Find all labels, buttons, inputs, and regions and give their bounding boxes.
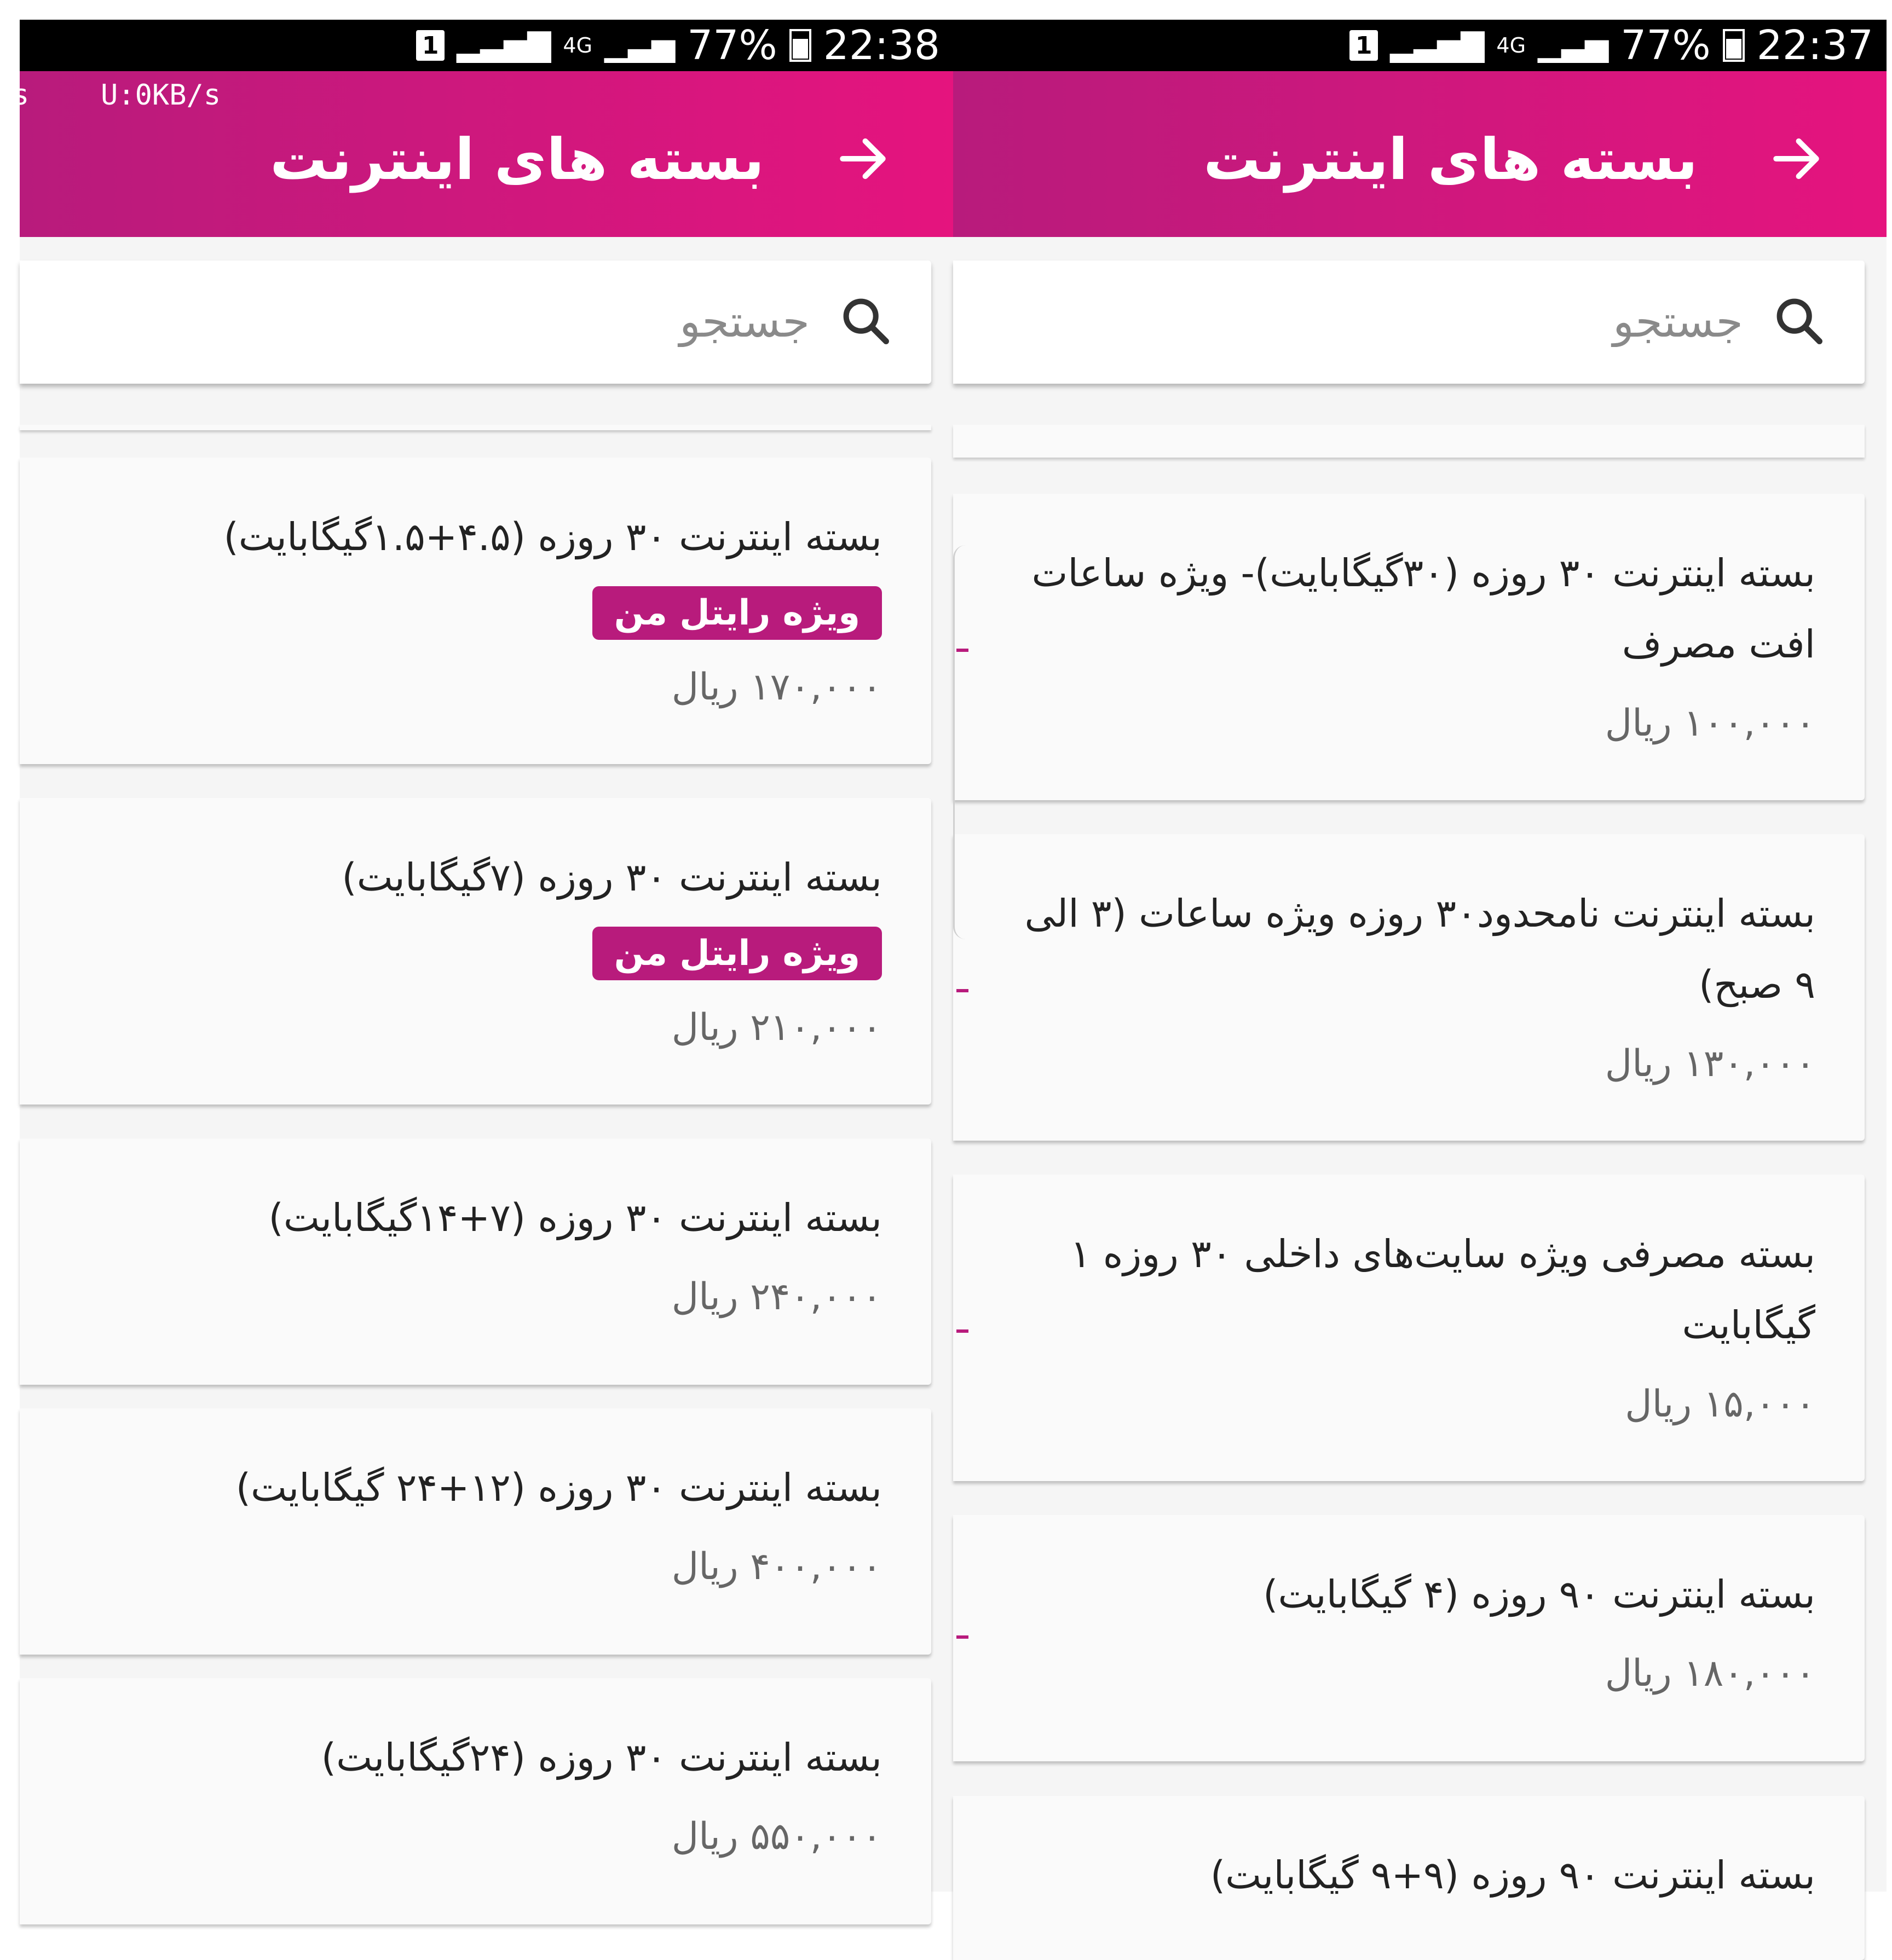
- badge: ویژه رایتل من: [592, 586, 882, 640]
- item-title: بسته اینترنت ۹۰ روزه (۴ گیگابایت): [1263, 1572, 1815, 1617]
- left-screenshot: [12, 20, 953, 1892]
- list-item[interactable]: [20, 1138, 931, 1385]
- signal-bars-icon: ▁▃▅: [604, 27, 676, 63]
- app-bar: [12, 71, 953, 237]
- item-title: بسته اینترنت ۳۰ روزه (۷گیگابایت): [342, 855, 882, 900]
- list-item[interactable]: [20, 1408, 931, 1655]
- item-price: ۱۸۰,۰۰۰ ریال: [1605, 1652, 1815, 1695]
- item-price: ۱۷۰,۰۰۰ ریال: [671, 666, 882, 709]
- battery-icon: [1723, 29, 1745, 62]
- page-title: بسته های اینترنت: [1203, 126, 1698, 193]
- item-title: بسته اینترنت ۳۰ روزه (۲۴گیگابایت): [321, 1735, 882, 1780]
- signal-icon: ▂▃▅▇: [1390, 27, 1485, 63]
- item-price: ۱۰۰,۰۰۰ ریال: [1605, 702, 1815, 745]
- list-item[interactable]: [953, 1175, 1865, 1481]
- list-item[interactable]: [953, 494, 1865, 800]
- item-title: بسته اینترنت ۳۰ روزه (۷+۱۴گیگابایت): [268, 1195, 882, 1240]
- status-bar: [20, 20, 953, 71]
- list-item[interactable]: [20, 458, 931, 764]
- network-type: 4G: [1496, 33, 1526, 57]
- search-box[interactable]: [20, 261, 931, 384]
- search-icon[interactable]: [838, 293, 893, 348]
- net-speed-fragment: s: [12, 79, 30, 112]
- accent-marker: [956, 989, 968, 992]
- clock: 22:38: [823, 22, 940, 69]
- item-price: ۵۵۰,۰۰۰ ریال: [671, 1815, 882, 1858]
- signal-bars-icon: ▁▃▅: [1538, 27, 1609, 63]
- list-item[interactable]: [953, 834, 1865, 1141]
- item-title: بسته اینترنت ۳۰ روزه (۳۰گیگابایت)- ویژه ساعات افت مصرف: [1031, 551, 1815, 667]
- status-bar: [953, 20, 1887, 71]
- battery-percent: 77%: [687, 22, 777, 69]
- list-item[interactable]: [20, 1678, 931, 1924]
- battery-percent: 77%: [1620, 22, 1711, 69]
- page-title: بسته های اینترنت: [270, 126, 764, 193]
- accent-marker: [956, 1635, 968, 1639]
- item-price: ۲۴۰,۰۰۰ ریال: [671, 1275, 882, 1319]
- list-item[interactable]: [953, 1796, 1865, 1960]
- item-title: بسته مصرفی ویژه سایت‌های داخلی ۳۰ روزه ۱ گیگابایت: [1070, 1231, 1815, 1348]
- sim-icon: 1: [416, 30, 445, 61]
- list-item-edge: [953, 425, 1865, 458]
- network-type: 4G: [563, 33, 593, 57]
- item-title: بسته اینترنت ۳۰ روزه (۴.۵+۱.۵گیگابایت): [223, 514, 882, 559]
- search-input[interactable]: [1085, 282, 1744, 360]
- item-price: ۱۳۰,۰۰۰ ریال: [1605, 1042, 1815, 1085]
- clock: 22:37: [1756, 22, 1873, 69]
- arrow-right-icon[interactable]: [1766, 129, 1826, 189]
- search-box[interactable]: [953, 261, 1865, 384]
- signal-icon: ▂▃▅▇: [457, 27, 551, 63]
- accent-marker: [956, 1329, 968, 1333]
- item-price: ۴۰۰,۰۰۰ ریال: [671, 1545, 882, 1588]
- list-item[interactable]: [953, 1515, 1865, 1761]
- search-icon[interactable]: [1772, 293, 1826, 348]
- battery-icon: [789, 29, 811, 62]
- scroll-indicator: [953, 545, 966, 939]
- list-item-edge: [20, 425, 931, 430]
- net-speed: U:0KB/s: [101, 79, 221, 112]
- badge: ویژه رایتل من: [592, 927, 882, 980]
- sim-icon: 1: [1349, 30, 1378, 61]
- item-title: بسته اینترنت ۹۰ روزه (۹+۹ گیگابایت): [1210, 1853, 1815, 1898]
- right-screenshot: [953, 20, 1887, 1898]
- item-price: ۲۱۰,۰۰۰ ریال: [671, 1006, 882, 1049]
- item-price: ۱۵,۰۰۰ ریال: [1625, 1383, 1815, 1426]
- arrow-right-icon[interactable]: [833, 129, 893, 189]
- list-item[interactable]: [20, 798, 931, 1105]
- search-input[interactable]: [152, 282, 811, 360]
- item-title: بسته اینترنت ۳۰ روزه (۱۲+۲۴ گیگابایت): [235, 1465, 882, 1510]
- item-title: بسته اینترنت نامحدود۳۰ روزه ویژه ساعات (۳ الی ۹ صبح): [1024, 891, 1815, 1007]
- app-bar: [953, 71, 1887, 237]
